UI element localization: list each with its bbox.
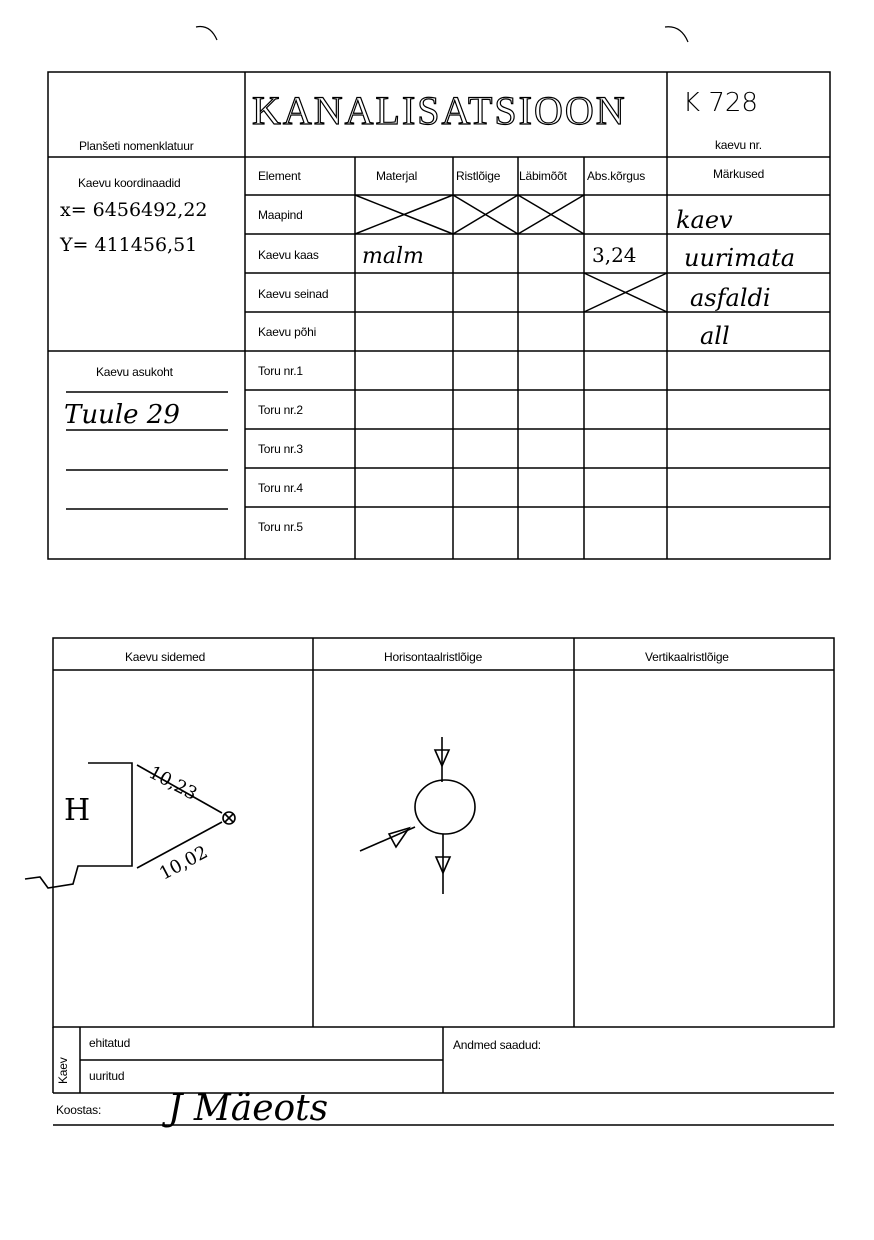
note-line: uurimata xyxy=(684,244,796,272)
well-number-label: kaevu nr. xyxy=(715,138,762,152)
row-label: Maapind xyxy=(258,208,303,222)
coordinates-label: Kaevu koordinaadid xyxy=(78,176,181,190)
note-line: asfaldi xyxy=(690,284,771,312)
lid-abs-height: 3,24 xyxy=(592,243,637,267)
surveyed-label: uuritud xyxy=(89,1069,125,1083)
note-line: all xyxy=(700,322,730,350)
row-label: Kaevu kaas xyxy=(258,248,319,262)
sketch-distance-1: 10,23 xyxy=(145,762,201,805)
location-label: Kaevu asukoht xyxy=(96,365,173,379)
data-received-label: Andmed saadud: xyxy=(453,1038,541,1052)
row-label: Toru nr.1 xyxy=(258,364,303,378)
location-value: Tuule 29 xyxy=(64,400,180,430)
header-element: Element xyxy=(258,169,301,183)
horizontal-sketch xyxy=(360,737,475,894)
panel-connections-title: Kaevu sidemed xyxy=(125,650,206,664)
row-label: Toru nr.2 xyxy=(258,403,303,417)
form-title: KANALISATSIOON xyxy=(252,88,627,133)
lid-material: malm xyxy=(362,244,424,269)
row-label: Kaevu põhi xyxy=(258,325,317,339)
coordinate-y: Y= 411456,51 xyxy=(60,234,198,256)
header-abs-height: Abs.kõrgus xyxy=(587,169,646,183)
side-label-kaev: Kaev xyxy=(56,1057,70,1084)
panel-vertical-title: Vertikaalristlõige xyxy=(645,650,729,664)
sketch-distance-2: 10,02 xyxy=(156,841,212,885)
sketch-h-label: H xyxy=(64,793,91,828)
row-label: Toru nr.3 xyxy=(258,442,303,456)
header-cross-section: Ristlõige xyxy=(456,169,501,183)
built-label: ehitatud xyxy=(89,1036,131,1050)
compiled-by-label: Koostas: xyxy=(56,1103,102,1117)
panel-horizontal-title: Horisontaalristlõige xyxy=(384,650,483,664)
connections-sketch xyxy=(25,763,235,888)
coordinate-x: x= 6456492,22 xyxy=(60,199,208,221)
row-label: Kaevu seinad xyxy=(258,287,329,301)
header-material: Materjal xyxy=(376,169,418,183)
row-label: Toru nr.5 xyxy=(258,520,303,534)
note-line: kaev xyxy=(676,206,733,234)
header-diameter: Läbimõõt xyxy=(519,169,567,183)
row-label: Toru nr.4 xyxy=(258,481,303,495)
signature: J Mäeots xyxy=(168,1088,329,1129)
header-notes: Märkused xyxy=(713,167,765,181)
well-number-value: K 728 xyxy=(683,88,758,118)
plan-nomenclature-label: Planšeti nomenklatuur xyxy=(79,139,194,153)
